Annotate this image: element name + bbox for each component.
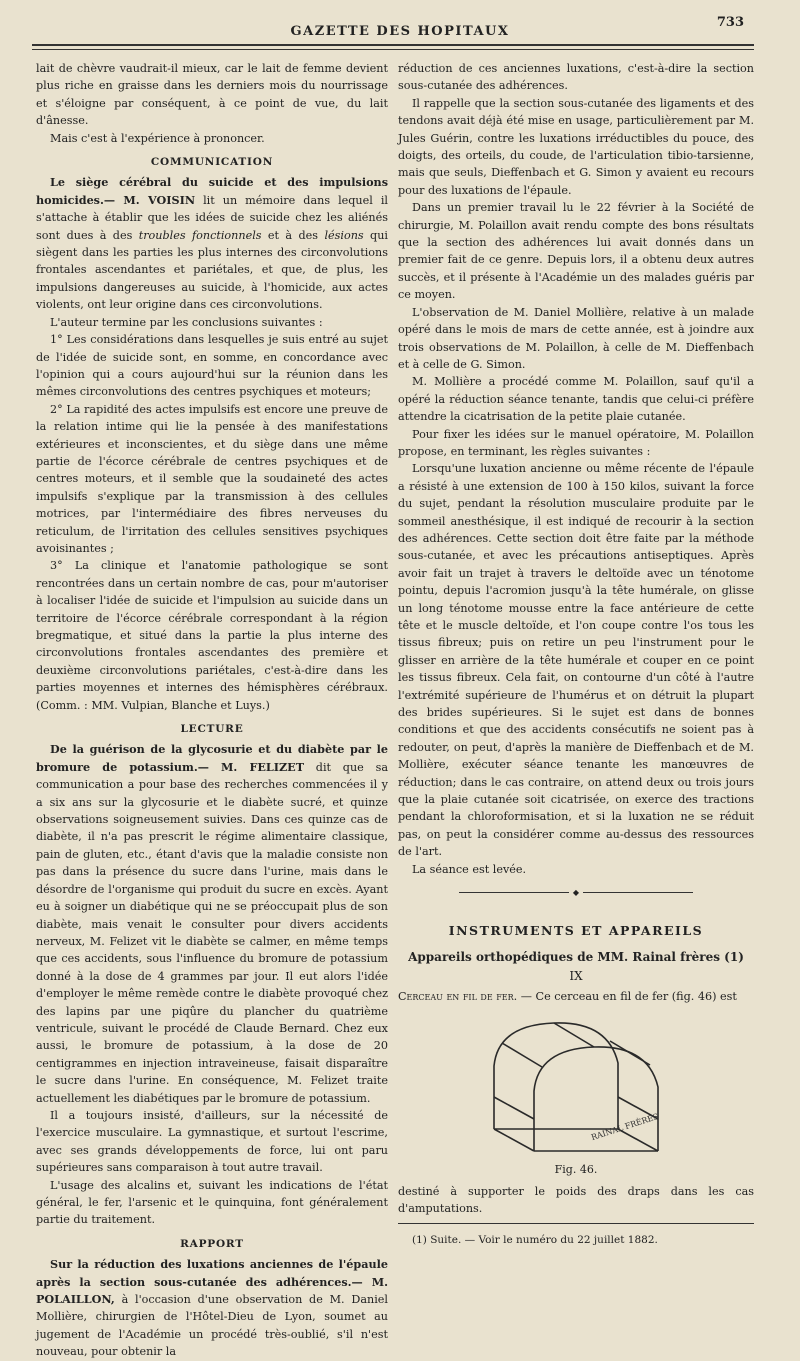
section-ornament: ◆	[398, 884, 754, 901]
lecture-text: dit que sa communication a pour base des recherches commencées il y a six ans sur la glycosurie et le diabète sucré, et quinze observations soigneusement suivies. Dans ces quinze cas de diabète, il n'a pas prescrit le régime alimentaire classique, pain de gluten, etc., étant d'avis que la maladie consiste non pas dans la présence du sucre dans l'urine, mais dans le désordre de l'organisme qui produit du sucre en excès. Ayant eu à soigner un diabétique qui ne se préoccupait plus de son diabète, mais venait le consulter pour divers accidents nerveux, M. Felizet vit le diabète se calmer, en même temps que ces accidents, sous l'influence du bromure de potassium donné à la dose de 4 grammes par jour. Il eut alors l'idée d'employer le même remède contre le diabète provoqué chez des lapins par une piqûre du plancher du quatrième ventricule, suivant le procédé de Claude Bernard. Chez eux aussi, le bromure de potassium, à la dose de 20 centigrammes en injection intraveineuse, faisait disparaître le sucre dans l'urine. En conséquence, M. Felizet traite actuellement les diabétiques par le bromure de potassium.	[36, 760, 388, 1105]
communication-text-c: qui siègent dans les parties les plus internes des circonvolutions frontales ascendantes et pariétales, et que, de plus, les impulsions dangereuses au suicide, à l'homicide, aux actes violents, ont leur origine dans ces circonvolutions.	[36, 228, 388, 312]
lecture-paragraph	[36, 741, 388, 1107]
rapport-section-label: RAPPORT	[180, 1237, 244, 1250]
footnote: (1) Suite. — Voir le numéro du 22 juillet 1882.	[412, 1234, 658, 1247]
right-paragraph-7: Lorsqu'une luxation ancienne ou même récente de l'épaule a résisté à une extension de 100 à 150 kilos, suivant la force du sujet, pendant la résolution musculaire produite par le sommeil anesthésique, il est indiqué de recourir à la section des adhérences. Cette section doit être faite par la méthode sous-cutanée, et avec les précautions antiseptiques. Après avoir fait un trajet à travers le deltoïde avec un ténotome pointu, depuis l'acromion jusqu'à la tête humérale, on glisse un long ténotome mousse entre la face antérieure de cette tête et le muscle deltoïde, et l'on coupe contre l'os tous les tissus fibreux; puis on retire un peu l'instrument pour le glisser en arrière de la tête humérale et couper en ce point les tissus fibreux. Cela fait, on contourne d'un côté à l'autre l'extrémité supérieure de l'humérus et on détruit la plupart des brides supérieures. Si le sujet est dans de bonnes conditions et que des accidents consécutifs ne soient pas à redouter, on peut, d'après la manière de Dieffenbach et de M. Mollière, exécuter séance tenante les manœuvres de réduction; dans le cas contraire, on attend deux ou trois jours que la plaie cutanée soit cicatrisée, on exerce des tractions pendant la chloroformisation, et si la luxation ne se réduit pas, on peut la considérer comme au-dessus des ressources de l'art.	[398, 462, 754, 859]
conclusion-3: 3° La clinique et l'anatomie pathologique se sont rencontrées dans un certain nombre de cas, pour m'autoriser à localiser l'idée de suicide et l'impulsion au suicide dans un territoire de l'écorce cérébrale correspondant à la région bregmatique, et situé dans la partie la plus interne des circonvolutions frontales ascendantes des première et deuxième circonvolutions pariétales, c'est-à-dire dans les parties moyennes et internes des hémisphères cérébraux. (Comm. : MM. Vulpian, Blanche et Luys.)	[36, 559, 388, 712]
communication-text-a: lit un mémoire dans lequel il s'attache à établir que les idées de suicide chez les aliénés sont dues à des	[36, 193, 388, 242]
instruments-subtitle: Appareils orthopédiques de MM. Rainal frères (1)	[408, 949, 744, 964]
lecture-section-label: LECTURE	[180, 723, 244, 736]
right-paragraph-2: Il rappelle que la section sous-cutanée des ligaments et des tendons avait déjà été mise en usage, particulièrement par M. Jules Guérin, contre les luxations irréductibles du pouce, des doigts, des orteils, du coude, de l'articulation tibio-tarsienne, mais que seuls, Dieffenbach et G. Simon y avaient eu recours pour des luxations de l'épaule.	[398, 96, 754, 197]
cerceau-text: — Ce cerceau en fil de fer (fig. 46) est	[517, 989, 737, 1003]
right-paragraph-4: L'observation de M. Daniel Mollière, relative à un malade opéré dans le mois de mars de cette année, est à joindre aux trois observations de M. Polaillon, à celle de M. Dieffenbach et à celle de G. Simon.	[398, 305, 754, 371]
figure-description: destiné à supporter le poids des draps dans les cas d'amputations.	[398, 1184, 754, 1215]
cerceau-paragraph	[398, 988, 754, 1005]
rapport-paragraph	[36, 1256, 388, 1360]
communication-italic-1: troubles fonctionnels	[138, 228, 262, 242]
communication-italic-2: lésions	[324, 228, 364, 242]
conclusion-1: 1° Les considérations dans lesquelles je suis entré au sujet de l'idée de suicide sont, en somme, en concordance avec l'opinion qui a cours aujourd'hui sur la réunion dans les mêmes circonvolutions des centres psychiques et moteurs;	[36, 333, 388, 399]
lecture-author: — M. FELIZET	[197, 759, 305, 774]
running-head: GAZETTE DES HOPITAUX	[290, 24, 510, 39]
instruments-heading: INSTRUMENTS ET APPAREILS	[448, 922, 704, 938]
rapport-title: Sur la réduction des luxations anciennes de l'épaule après la section sous-cutanée des adhérences.	[36, 1257, 388, 1289]
communication-section-label: COMMUNICATION	[150, 156, 274, 169]
figure-caption: Fig. 46.	[554, 1163, 598, 1177]
right-column	[398, 60, 754, 1250]
lecture-title: De la guérison de la glycosurie et du diabète par le bromure de potassium.	[36, 742, 388, 774]
seance-closing: La séance est levée.	[412, 862, 527, 876]
page-number: 733	[716, 15, 744, 30]
communication-title: Le siège cérébral du suicide et des impulsions homicides.	[36, 175, 388, 207]
lecture-paragraph-3: L'usage des alcalins et, suivant les indications de l'état général, le fer, l'arsenic et le quinquina, font généralement partie du traitement.	[36, 1178, 388, 1227]
wire-hoop-illustration	[476, 1011, 676, 1159]
communication-paragraph-2: L'auteur termine par les conclusions suivantes :	[50, 315, 323, 329]
intro-paragraph-2: Mais c'est à l'expérience à prononcer.	[50, 131, 265, 145]
right-paragraph-1: réduction de ces anciennes luxations, c'est-à-dire la section sous-cutanée des adhérences.	[398, 62, 754, 93]
figure-stamp: RAINAL FRÈRES	[590, 1111, 660, 1143]
communication-author: — M. VOISIN	[103, 192, 196, 207]
rapport-text: à l'occasion d'une observation de M. Daniel Mollière, chirurgien de l'Hôtel-Dieu de Lyon, soumet au jugement de l'Académie un procédé très-oublié, s'il n'est nouveau, pour obtenir la	[36, 1293, 388, 1359]
right-paragraph-6: Pour fixer les idées sur le manuel opératoire, M. Polaillon propose, en terminant, les règles suivantes :	[398, 427, 754, 458]
lecture-paragraph-2: Il a toujours insisté, d'ailleurs, sur la nécessité de l'exercice musculaire. La gymnastique, et surtout l'escrime, avec ses grands développements de force, lui ont paru supérieures sans comparaison à tout autre travail.	[36, 1108, 388, 1175]
wire-hoop-figure	[398, 1011, 754, 1159]
right-paragraph-3: Dans un premier travail lu le 22 février à la Société de chirurgie, M. Polaillon avait rendu compte des bons résultats que la section des adhérences lui avait donnés dans un premier fait de ce genre. Depuis lors, il a obtenu deux autres succès, et il présente à l'Académie un des malades guéris par ce moyen.	[398, 201, 754, 302]
header-rule	[32, 44, 754, 50]
right-paragraph-5: M. Mollière a procédé comme M. Polaillon, sauf qu'il a opéré la réduction séance tenante, tandis que celui-ci préfère attendre la cicatrisation de la petite plaie cutanée.	[398, 375, 754, 424]
rapport-author: — M. POLAILLON,	[36, 1274, 388, 1307]
instruments-numeral: IX	[569, 969, 583, 984]
cerceau-label: Cerceau en fil de fer.	[398, 989, 518, 1003]
communication-paragraph	[36, 174, 388, 313]
intro-paragraph: lait de chèvre vaudrait-il mieux, car le lait de femme devient plus riche en graisse dans les derniers mois du nourrissage et s'éloigne par conséquent, à ce point de vue, du lait d'ânesse.	[36, 62, 388, 128]
communication-text-b: et à des	[261, 228, 325, 242]
conclusion-2: 2° La rapidité des actes impulsifs est encore une preuve de la relation intime qui lie la pensée à des manifestations extérieures et inconscientes, et du siège dans une même partie de l'écorce cérébrale de centres psychiques et de centres moteurs, et il semble que la soudaineté des actes impulsifs s'explique par la transmission à des cellules motrices, par l'intermédiaire des fibres nerveuses du reticulum, de l'irritation des cellules sensitives psychiques avoisinantes ;	[36, 402, 388, 555]
left-column	[36, 60, 388, 1361]
footnote-rule	[398, 1223, 754, 1224]
